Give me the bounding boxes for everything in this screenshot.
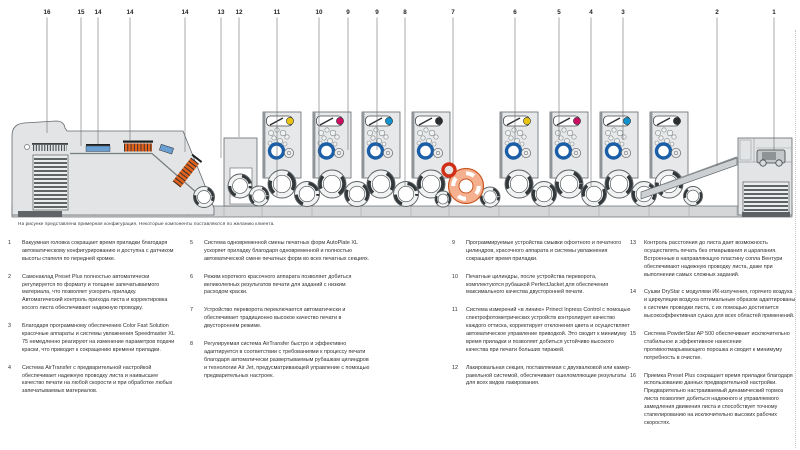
ink-ball-icon bbox=[336, 117, 343, 124]
callout-number: 8 bbox=[403, 9, 407, 16]
legend-item-text: Приемка Preset Plus сокращает время приладки благодаря использованию данных предварительной настройки. Предварительно настраиваемый динамический тормоз листа позволяет добиться надежного и управляемого замедления движения листа и способствует точному стапелированию на исключительно высоких рабочих скоростях. bbox=[644, 372, 793, 426]
plate-cylinder-icon bbox=[369, 144, 383, 158]
legend-item bbox=[190, 240, 370, 264]
legend-item-number: 9 bbox=[452, 240, 455, 246]
callout-number: 7 bbox=[451, 9, 455, 16]
unit-yellow-1 bbox=[263, 112, 301, 178]
legend-item bbox=[630, 240, 796, 279]
callout-number: 3 bbox=[621, 9, 625, 16]
plate-cylinder-icon bbox=[270, 144, 284, 158]
legend-item-text: Устройство переворота переключается автоматически и обеспечивает традиционно высокое качество печати в двустороннем режиме. bbox=[204, 307, 346, 330]
ink-ball-icon bbox=[573, 117, 580, 124]
legend-item-number: 16 bbox=[630, 372, 636, 379]
printing-units-layer bbox=[263, 112, 688, 178]
callout-number: 2 bbox=[715, 9, 719, 16]
plate-cylinder-icon bbox=[320, 144, 334, 158]
callout-number: 10 bbox=[315, 9, 323, 16]
unit-cyan-1 bbox=[362, 112, 400, 178]
legend-item bbox=[630, 331, 796, 363]
legend-item-text: Программируемые устройства смывки офсетного и печатного цилиндров, красочного аппарата и системы увлажнения сокращают время приладки. bbox=[466, 240, 622, 262]
legend-item-number: 14 bbox=[630, 289, 636, 296]
legend-item-text: Благодаря программному обеспечению Color Fast Solution красочные аппараты и системы увлажнения Speedmaster XL 75 немедленно реагируют на изменение параметров подачи краски, что приводит к сокращению времени приладки. bbox=[22, 323, 175, 353]
legend-item-text: Лакировальная секция, поставляемая с двухвалковой или камер-ракельной системой, обеспечивает ошеломляющие результаты для всех видов лакирования. bbox=[466, 364, 631, 387]
legend-item bbox=[452, 240, 633, 264]
unit-magenta-1 bbox=[313, 112, 351, 178]
legend-column-2 bbox=[190, 240, 370, 390]
legend-item-number: 3 bbox=[8, 323, 11, 330]
legend-item-text: Печатные цилиндры, после устройства переворота, комплектуются рубашкой PerfectJacket для обеспечения максимального качества двусторонней печати. bbox=[466, 273, 609, 296]
plate-cylinder-icon bbox=[507, 144, 521, 158]
delivery-unit bbox=[12, 121, 214, 217]
legend-item-number: 1 bbox=[8, 240, 11, 246]
ink-ball-icon bbox=[286, 117, 293, 124]
callout-number: 13 bbox=[217, 9, 225, 16]
callout-number: 9 bbox=[375, 9, 379, 16]
legend-item bbox=[190, 307, 370, 331]
drystar-dryer-orange-icon bbox=[123, 141, 153, 148]
legend-item bbox=[452, 307, 633, 354]
callout-number: 12 bbox=[235, 9, 243, 16]
delivery-feet bbox=[18, 211, 62, 217]
callout-number: 16 bbox=[43, 9, 51, 16]
ink-ball-icon bbox=[623, 117, 630, 124]
legend-item bbox=[452, 365, 633, 389]
legend-column-4 bbox=[630, 240, 796, 438]
legend-item bbox=[630, 373, 796, 428]
ink-ball-icon bbox=[673, 117, 680, 124]
callout-number: 6 bbox=[513, 9, 517, 16]
callout-number: 14 bbox=[126, 9, 134, 16]
legend-item-text: Вакуумная головка сокращает время приладки благодаря автоматическому конфигурированию и доступна с датчиком высоты стапеля по передней кромке. bbox=[22, 240, 174, 262]
legend-item bbox=[190, 341, 370, 380]
legend-item-text: Сушки DryStar с модулями ИК-излучения, горячего воздуха и циркуляции воздуха оптимальным образом адаптированы к системе проводки листа, с их помощью достигается высокоэффективная сушка для всех областей применений. bbox=[644, 289, 796, 320]
legend-item-number: 6 bbox=[190, 273, 193, 280]
legend-item-number: 8 bbox=[190, 341, 193, 348]
diagram-caption: На рисунке представлена примерная конфигурация. Некоторые компоненты поставляются по желанию клиента. bbox=[18, 221, 275, 226]
legend-item-text: Контроль расстояния до листа дает возможность осуществлять печать без отмарывания и царапания. Встроенные в направляющую пластину сопла Вентури обеспечивают надежную проводку листа, даже при выполнении самых сложных заданий. bbox=[644, 240, 783, 278]
ink-ball-icon bbox=[523, 117, 530, 124]
storage-drum-icon bbox=[443, 164, 455, 176]
legend-item bbox=[8, 323, 178, 355]
legend-item bbox=[8, 240, 178, 264]
legend-item-number: 7 bbox=[190, 307, 193, 314]
legend-item-text: Регулируемая система AirTransfer быстро и эффективно адаптируется в соответствии с требованиями к процессу печати благодаря автоматически развертываемым рубашкам цилиндров и технологии Air Jet, предусматривающей управление с помощью предварительных настроек. bbox=[204, 341, 370, 379]
feeder-unit bbox=[738, 138, 792, 217]
unit-black-2 bbox=[650, 112, 688, 178]
drystar-dryer-blue-icon bbox=[86, 144, 110, 152]
callout-number: 4 bbox=[589, 9, 593, 16]
legend-item-text: Система AirTransfer с предварительной настройкой обеспечивает надежную проводку листа и наивысшее качество печати на любой скорости и при обработке любых запечатываемых материалов. bbox=[22, 364, 173, 395]
legend-item-number: 2 bbox=[8, 273, 11, 280]
ink-ball-icon bbox=[385, 117, 392, 124]
legend-column-1 bbox=[8, 240, 178, 406]
legend-item-text: Самонаклад Preset Plus полностью автоматически регулируется по формату и толщине запечатываемого материала, что позволяет ускорить приладку. Автоматический контроль прихода листа и корректировка косого листа обеспечивают надежную проводку. bbox=[22, 273, 168, 312]
plate-cylinder-icon bbox=[607, 144, 621, 158]
legend-item bbox=[8, 365, 178, 397]
legend-item-number: 10 bbox=[452, 273, 458, 280]
unit-yellow-2 bbox=[500, 112, 538, 178]
legend-item-text: Система одновременной смены печатных форм AutoPlate XL ускоряет приладку благодаря одновременной и полностью автоматической смене печатных форм во всех печатных секциях. bbox=[204, 240, 370, 262]
plate-cylinder-icon bbox=[419, 144, 433, 158]
callout-number: 15 bbox=[77, 9, 85, 16]
legend-item-number: 12 bbox=[452, 364, 458, 371]
legend-item-number: 11 bbox=[452, 307, 458, 314]
delivery-pile-icon bbox=[33, 155, 68, 210]
unit-magenta-2 bbox=[550, 112, 588, 178]
legend-column-3 bbox=[452, 240, 633, 398]
unit-cyan-2 bbox=[600, 112, 638, 178]
callout-number: 5 bbox=[557, 9, 561, 16]
feeder-pile-icon bbox=[743, 182, 789, 213]
legend-item bbox=[190, 274, 370, 298]
callout-number: 14 bbox=[181, 9, 189, 16]
plate-cylinder-icon bbox=[657, 144, 671, 158]
feeder-feet bbox=[742, 212, 790, 217]
page-edge-dotted-line bbox=[795, 30, 796, 448]
legend-item bbox=[8, 274, 178, 313]
ink-ball-icon bbox=[435, 117, 442, 124]
legend-item bbox=[630, 289, 796, 321]
legend-item-text: Система измерений «в линию» Prinect Inpress Control с помощью спектрофотометрических устройств контролирует качество каждого оттиска, корректирует отклонения цвета и осуществляет автоматическое управление приводкой. Это сводит к минимуму время приладки и позволяет добиться устойчиво высокого качества при печати больших тиражей. bbox=[466, 307, 631, 353]
legend-item-number: 4 bbox=[8, 364, 11, 371]
legend-item-text: Режим короткого красочного аппарата позволяет добиться великолепных результатов печати для заданий с низким расходом краски. bbox=[204, 273, 352, 296]
callout-number: 1 bbox=[772, 9, 776, 16]
legend-item-text: Система PowderStar AP 500 обеспечивает исключительно стабильное и эффективное нанесение противоотмарывающего порошка и сводит к минимуму потребность в очистке. bbox=[644, 331, 790, 361]
plate-cylinder-icon bbox=[557, 144, 571, 158]
legend-item-number: 15 bbox=[630, 331, 636, 338]
callout-number: 14 bbox=[94, 9, 102, 16]
callout-number: 11 bbox=[273, 9, 281, 16]
powder-sprayer-icon bbox=[32, 143, 68, 145]
legend-item bbox=[452, 274, 633, 298]
legend-item-number: 13 bbox=[630, 240, 636, 246]
callout-number: 9 bbox=[346, 9, 350, 16]
legend-item-number: 5 bbox=[190, 240, 193, 246]
